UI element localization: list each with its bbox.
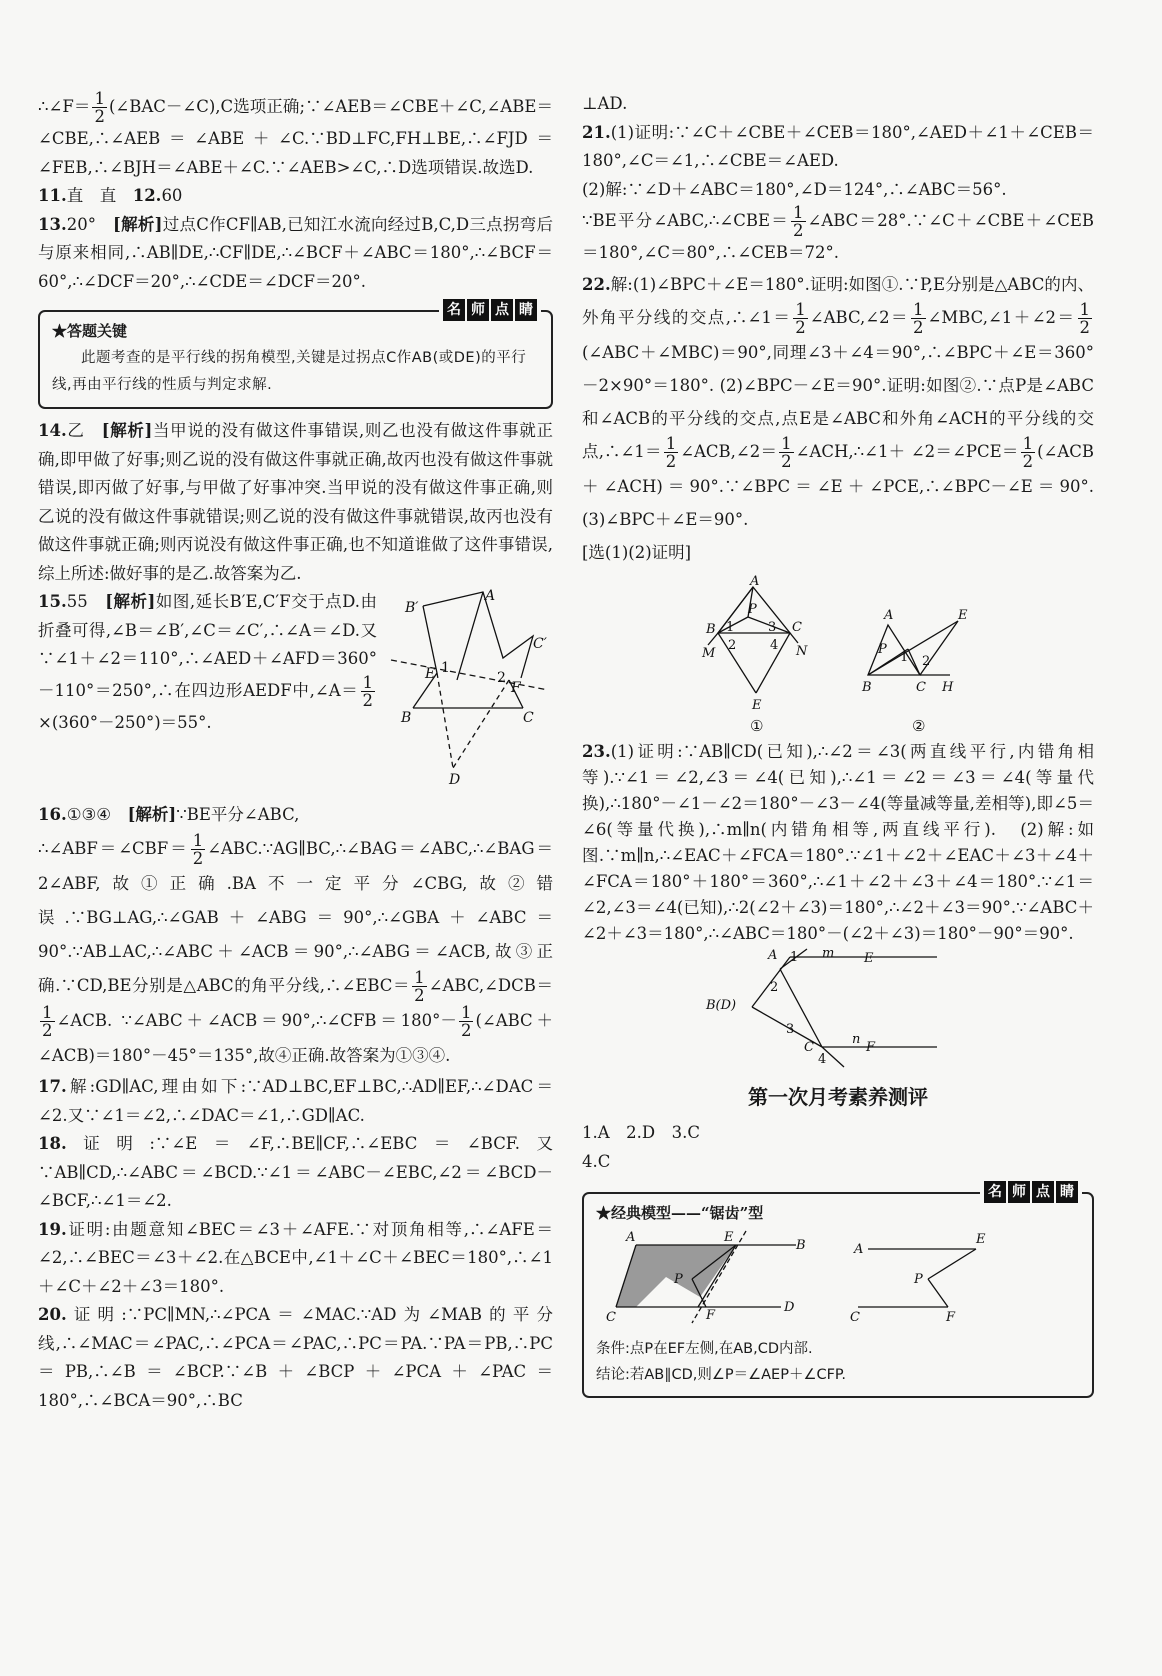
q14: 14.乙 [解析]当甲说的没有做这件事错误,则乙也没有做这件事就正确,即甲做了好事;则乙说的没有做这件事就正确,故丙也没有做这件事就错误,即丙做了好事,与甲做了好事冲突.当甲说的没有做这件事正确,则乙说的没有做这件事就错误;则乙说的没有做这件事就错误,故丙也没有做这件事就正确;则丙说没有做这件事正确,也不知道谁做了这件事错误,综上所述:做好事的是乙.故答案为乙. [38, 421, 553, 583]
figure-q15 [383, 588, 553, 798]
svg-text:4: 4 [770, 637, 779, 653]
model-conclusion: 结论:若AB∥CD,则∠P＝∠AEP＋∠CFP. [596, 1367, 847, 1383]
tip-box-key [38, 302, 553, 409]
q21: 21.(1)证明:∵∠C＋∠CBE＋∠CEB＝180°,∠AED＋∠1＋∠CEB＝180°,∠C＝∠1,∴∠CBE＝∠AED. (2)解:∵∠D＋∠ABC＝180°,∠D＝124°,∴∠ABC＝56°. ∵BE平分∠ABC,∴∠CBE＝ $\frac{1}{2}$ ∠ABC＝28°.∵∠C＋∠CBE＋∠CEB＝180°,∠C＝80°,∴∠CEB＝72°. [582, 122, 1094, 262]
svg-text:B′: B′ [405, 600, 419, 616]
svg-text:H: H [942, 679, 954, 695]
left-column [38, 90, 553, 1415]
svg-text:1: 1 [441, 660, 450, 676]
figure-q22-1 [698, 575, 808, 735]
q17: 17.解:GD∥AC,理由如下:∵AD⊥BC,EF⊥BC,∴AD∥EF,∴∠DAC＝∠2.又∵∠1＝∠2,∴∠DAC＝∠1,∴GD∥AC. [38, 1077, 553, 1125]
svg-text:C: C [850, 1310, 860, 1325]
svg-text:2: 2 [922, 653, 931, 669]
figure-q22-2 [858, 575, 978, 735]
svg-text:N: N [796, 643, 808, 659]
svg-text:B: B [796, 1238, 806, 1253]
teacher-tip-seal: 名 师 点 睛 [439, 299, 541, 321]
svg-text:E: E [864, 950, 874, 966]
q22: 22.解:(1)∠BPC＋∠E＝180°.证明:如图①.∵P,E分别是△ABC的内、外角平分线的交点,∴∠1＝ $\frac{1}{2}$ ∠ABC,∠2＝ $\frac{1}{2}$ ∠MBC,∠1＋∠2＝ $\frac{1}{2}$ (∠ABC＋∠MBC)＝90°,同理∠3＋∠4＝90°,∴∠BPC＋∠E＝360°－2×90°＝180°. (2)∠BPC－∠E＝90°.证明:如图②.∵点P是∠ABC和∠ACB的平分线的交点,点E是∠ABC和外角∠ACH的平分线的交点,∴∠1＝ $\frac{1}{2}$ ∠ACB,∠2＝ $\frac{1}{2}$ ∠ACH,∴∠1＋ ∠2＝∠PCE＝ $\frac{1}{2}$ (∠ACB＋∠ACH)＝90°.∵∠BPC＝∠E＋∠PCE,∴∠BPC－∠E＝90°. (3)∠BPC＋∠E＝90°. [选(1)(2)证明] [582, 274, 1111, 562]
q18: 18.证明:∵∠E＝∠F,∴BE∥CF,∴∠EBC＝∠BCF.又∵AB∥CD,∴∠ABC＝∠BCD.∵∠1＝∠ABC－∠EBC,∠2＝∠BCD－∠BCF,∴∠1＝∠2. [38, 1134, 553, 1210]
svg-text:2: 2 [497, 670, 506, 686]
svg-text:C′: C′ [533, 636, 547, 652]
svg-text:E: E [425, 666, 436, 682]
svg-text:B: B [706, 621, 716, 637]
svg-text:1: 1 [900, 649, 909, 665]
figure-q23 [582, 947, 1094, 1073]
svg-text:E: E [958, 607, 968, 623]
svg-text:P: P [914, 1272, 923, 1287]
svg-text:A: A [768, 947, 778, 963]
svg-text:A: A [884, 607, 894, 623]
model-condition: 条件:点P在EF左侧,在AB,CD内部. [596, 1341, 813, 1357]
tip-box-title: ★答题关键 [52, 322, 128, 340]
svg-text:C: C [792, 619, 802, 635]
svg-text:D: D [449, 772, 461, 788]
q16: 16.①③④ [解析]∵BE平分∠ABC, ∴∠ABF＝∠CBF＝ $\frac{1}{2}$ ∠ABC.∵AG∥BC,∴∠BAG＝∠ABC,∴∠BAG＝2∠ABF,故①正确.BA不一定平分∠CBG,故②错误.∵BG⊥AG,∴∠GAB＋∠ABG＝90°,∴∠GBA＋∠ABC＝90°.∵AB⊥AC,∴∠ABC＋∠ACB＝90°,∴∠ABG＝∠ACB,故③正确.∵CD,BE分别是△ABC的角平分线,∴∠EBC＝ $\frac{1}{2}$ ∠ABC,∠DCB＝ $\frac{1}{2}$ ∠ACB. ∵∠ABC＋∠ACB＝90°,∴∠CFB＝180°－ $\frac{1}{2}$ (∠ABC＋∠ACB)＝180°－45°＝135°,故④正确.故答案为①③④. [38, 805, 554, 1065]
teacher-tip-seal: 名 师 点 睛 [980, 1181, 1082, 1203]
svg-text:F: F [866, 1039, 876, 1055]
svg-text:C: C [523, 710, 534, 726]
svg-text:P: P [878, 641, 887, 657]
fig15-label: A [485, 588, 496, 604]
svg-text:m: m [822, 946, 835, 961]
svg-text:E: E [724, 1230, 734, 1245]
svg-text:A: A [854, 1242, 864, 1257]
svg-text:3: 3 [786, 1021, 795, 1037]
svg-text:A: A [626, 1230, 636, 1245]
figure-model [596, 1227, 1076, 1327]
svg-text:P: P [748, 601, 757, 617]
figure-2-label: ② [912, 716, 926, 735]
svg-text:E: E [976, 1232, 986, 1247]
q10-continuation: ∴∠F＝ $\frac{1}{2}$ (∠BAC－∠C),C选项正确;∵∠AEB＝∠CBE＋∠C,∠ABE＝∠CBE,∴∠AEB＝∠ABE＋∠C.∵BD⊥FC,FH⊥BE,∴∠FJD＝∠FEB,∴∠BJH＝∠ABE＋∠C.∵∠AEB>∠C,∴D选项错误.故选D. [38, 89, 553, 177]
q19: 19.证明:由题意知∠BEC＝∠3＋∠AFE.∵对顶角相等,∴∠AFE＝∠2,∴∠BEC＝∠3＋∠2.在△BCE中,∠1＋∠C＋∠BEC＝180°,∴∠1＋∠C＋∠2＋∠3＝180°. [38, 1219, 553, 1296]
svg-text:E: E [752, 697, 762, 713]
figure-1-label: ① [750, 716, 764, 735]
q15: A B′ E 1 2 C′ F B C D 15.55 [解析]如图,延长B′E,C′F交于点D.由折叠可得,∠B＝∠B′,∠C＝∠C′,∴∠A＝∠D.又∵∠1＋∠2＝110°,∴∠AED＋∠AFD＝360°－110°＝250°,∴在四边形AEDF中,∠A＝ $\frac{1}{2}$ ×(360°－250°)＝55°. [38, 588, 553, 798]
svg-text:2: 2 [770, 979, 779, 995]
svg-text:4: 4 [818, 1051, 827, 1067]
svg-text:D: D [784, 1300, 795, 1315]
tip-box-body: 此题考查的是平行线的拐角模型,关键是过拐点C作AB(或DE)的平行线,再由平行线的性质与判定求解. [52, 350, 527, 393]
section-title: 第一次月考素养测评 [748, 1084, 928, 1109]
tip-box-model [582, 1184, 1094, 1398]
svg-text:1: 1 [790, 949, 799, 965]
svg-text:P: P [674, 1272, 683, 1287]
svg-text:n: n [852, 1031, 861, 1047]
answer-line-2: 4.C [582, 1151, 611, 1171]
fraction: $\frac{1}{2}$ [94, 89, 105, 126]
q22-figures [582, 575, 1094, 735]
svg-text:F: F [511, 680, 521, 696]
model-title: ★经典模型——“锯齿”型 [596, 1204, 764, 1222]
svg-text:F: F [946, 1310, 956, 1325]
svg-text:B(D): B(D) [706, 997, 737, 1013]
svg-text:C: C [606, 1310, 616, 1325]
answer-line-1: 1.A 2.D 3.C [582, 1123, 700, 1142]
svg-text:C: C [916, 679, 926, 695]
svg-text:M: M [702, 645, 716, 661]
svg-text:3: 3 [768, 619, 777, 635]
svg-text:B: B [862, 679, 872, 695]
svg-text:F: F [706, 1308, 716, 1323]
svg-text:1: 1 [726, 619, 735, 635]
q20-continuation: ⊥AD. [582, 94, 628, 113]
q23: 23.(1)证明:∵AB∥CD(已知),∴∠2＝∠3(两直线平行,内错角相等).∵∠1＝∠2,∠3＝∠4(已知),∴∠1＝∠2＝∠3＝∠4(等量代换),∴180°－∠1－∠2＝180°－∠3－∠4(等量减等量,差相等),即∠5＝∠6(等量代换),∴m∥n(内错角相等,两直线平行). (2)解:如图.∵m∥n,∴∠EAC＋∠FCA＝180°.∵∠1＋∠2＋∠EAC＋∠3＋∠4＋∠FCA＝180°＋180°＝360°,∴∠1＋∠2＋∠3＋∠4＝180°.∵∠1＝∠2,∠3＝∠4(已知),∴2(∠2＋∠3)＝180°,∴∠2＋∠3＝90°.∵∠ABC＋∠2＋∠3＝180°,∴∠ABC＝180°－(∠2＋∠3)＝180°－90°＝90°. [582, 741, 1094, 943]
q11-12: 11.直 直 12.60 [38, 186, 183, 205]
svg-text:C: C [804, 1039, 814, 1055]
q20: 20.证明:∵PC∥MN,∴∠PCA＝∠MAC.∵AD为∠MAB的平分线,∴∠MAC＝∠PAC,∴∠PCA＝∠PAC,∴PC＝PA.∵PA＝PB,∴PC＝PB,∴∠B＝∠BCP.∵∠B＋∠BCP＋∠PCA＋∠PAC＝180°,∴∠BCA＝90°,∴BC [38, 1305, 553, 1410]
svg-text:2: 2 [728, 637, 737, 653]
svg-text:B: B [401, 710, 412, 726]
svg-text:A: A [750, 574, 760, 589]
right-column [582, 90, 1111, 1406]
q13: 13.20° [解析]过点C作CF∥AB,已知江水流向经过B,C,D三点拐弯后与原来相同,∴AB∥DE,∴CF∥DE,∴∠BCF＋∠ABC＝180°,∴∠BCF＝60°,∴∠DCF＝20°,∴∠CDE＝∠DCF＝20°. [38, 214, 553, 291]
